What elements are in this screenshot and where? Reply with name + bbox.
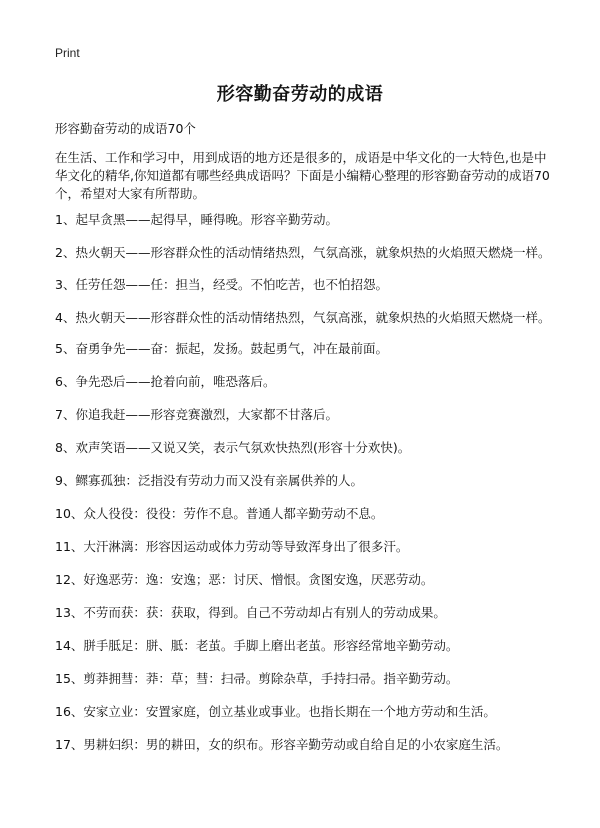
idiom-item: 7、你追我赶——形容竞赛激烈，大家都不甘落后。 — [55, 407, 338, 422]
idiom-list — [55, 211, 553, 769]
idiom-item: 16、安家立业：安置家庭，创立基业或事业。也指长期在一个地方劳动和生活。 — [55, 704, 496, 719]
idiom-item: 4、热火朝天——形容群众性的活动情绪热烈，气氛高涨，就象炽热的火焰照天燃烧一样。 — [55, 309, 551, 325]
idiom-item: 9、鳏寡孤独：泛指没有劳动力而又没有亲属供养的人。 — [55, 473, 363, 488]
idiom-item: 6、争先恐后——抢着向前，唯恐落后。 — [55, 374, 276, 389]
idiom-item: 2、热火朝天——形容群众性的活动情绪热烈，气氛高涨，就象炽热的火焰照天燃烧一样。 — [55, 245, 551, 260]
idiom-item: 13、不劳而获：获：获取，得到。自己不劳动却占有别人的劳动成果。 — [55, 605, 446, 620]
page-title: 形容勤奋劳动的成语 — [216, 84, 384, 105]
idiom-item: 17、男耕妇织：男的耕田，女的织布。形容辛勤劳动或自给自足的小农家庭生活。 — [55, 737, 509, 752]
idiom-item: 3、任劳任怨——任：担当，经受。不怕吃苦，也不怕招怨。 — [55, 276, 388, 292]
intro-paragraph: 在生活、工作和学习中，用到成语的地方还是很多的，成语是中华文化的一大特色,也是中华文化的精华,你知道都有哪些经典成语吗？下面是小编精心整理的形容勤奋劳动的成语70个，希望对大家有所帮助。 — [55, 150, 550, 201]
idiom-item: 15、剪莽拥彗：莽：草；彗：扫帚。剪除杂草，手持扫帚。指辛勤劳动。 — [55, 671, 459, 686]
idiom-item: 1、起早贪黑——起得早，睡得晚。形容辛勤劳动。 — [55, 212, 338, 227]
idiom-item: 8、欢声笑语——又说又笑，表示气氛欢快热烈(形容十分欢快)。 — [55, 440, 411, 455]
idiom-item: 12、好逸恶劳：逸：安逸；恶：讨厌、憎恨。贪图安逸，厌恶劳动。 — [55, 572, 434, 587]
idiom-item: 14、胼手胝足：胼、胝：老茧。手脚上磨出老茧。形容经常地辛勤劳动。 — [55, 638, 459, 653]
document-subtitle: 形容勤奋劳动的成语70个 — [55, 121, 196, 136]
idiom-item: 10、众人役役：役役：劳作不息。普通人都辛勤劳动不息。 — [55, 506, 384, 521]
print-link[interactable]: Print — [55, 46, 80, 60]
idiom-item: 11、大汗淋漓：形容因运动或体力劳动等导致浑身出了很多汗。 — [55, 539, 409, 554]
idiom-item: 5、奋勇争先——奋：振起，发扬。鼓起勇气，冲在最前面。 — [55, 341, 388, 356]
